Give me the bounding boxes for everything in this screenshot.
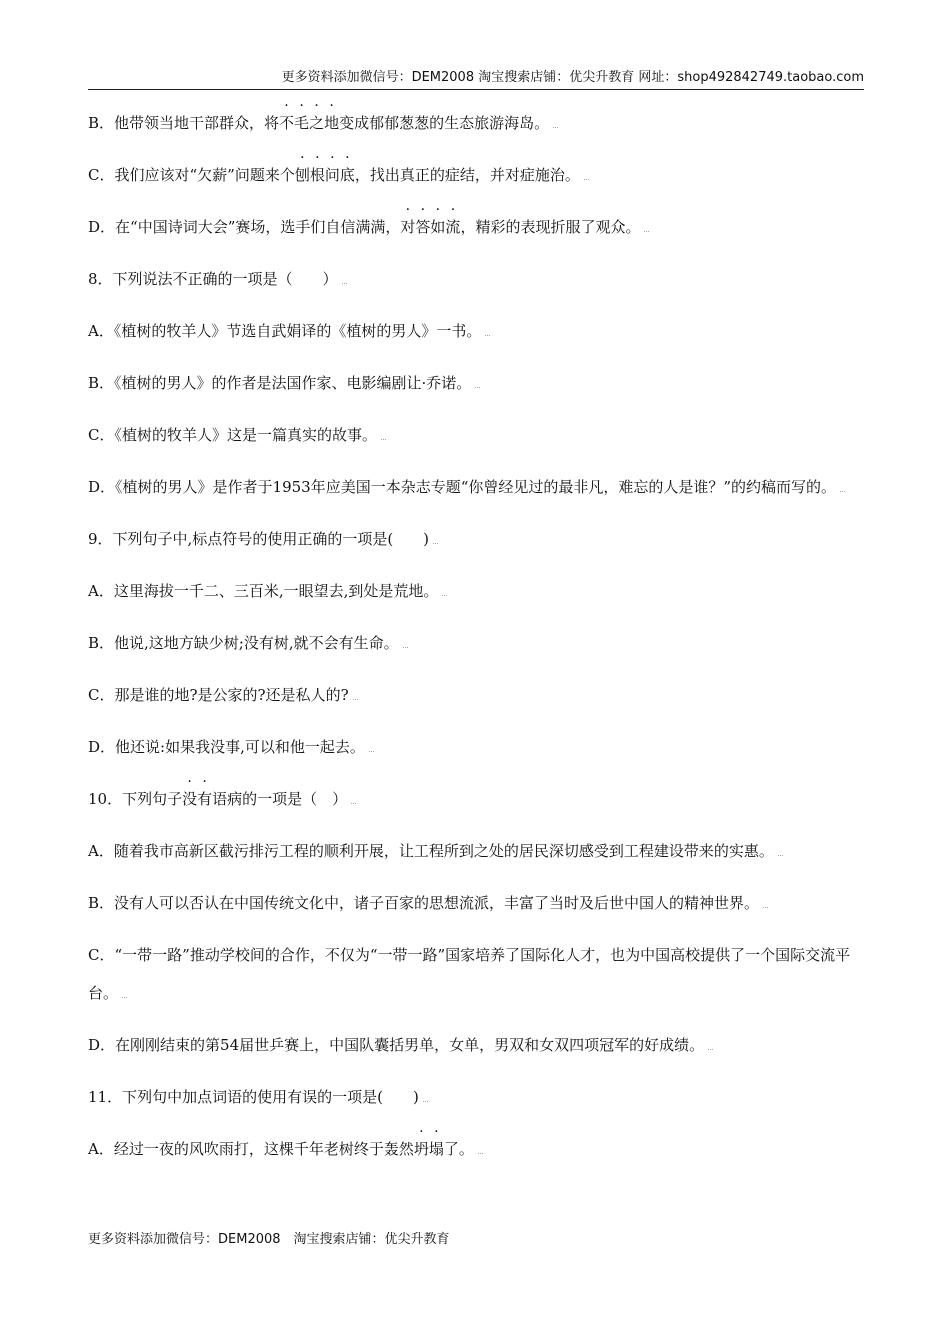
line-text: A．《植树的牧羊人》节选自武娟译的《植树的男人》一书。: [88, 322, 482, 340]
text-line: [88, 572, 864, 610]
line-text: ，找出真正的症结，并对症施治。: [354, 166, 580, 184]
text-line: [88, 520, 864, 558]
paragraph-mark: [478, 1152, 483, 1154]
text-line: [88, 832, 864, 870]
line-text: D．《植树的男人》是作者于1953年应美国一本杂志专题“你曾经见过的最非凡，难忘的人是谁？”的约稿而写的。: [88, 478, 837, 496]
paragraph-mark: [433, 542, 438, 544]
paragraph-mark: [351, 802, 356, 804]
line-text: B．他带领当地干部群众，将: [88, 114, 280, 132]
paragraph-mark: [342, 282, 347, 284]
line-text: 了。: [443, 1140, 474, 1158]
line-text: A．随着我市高新区截污排污工程的顺利开展，让工程所到之处的居民深切感受到工程建设带来的实惠。: [88, 842, 774, 860]
text-line: [88, 364, 864, 402]
paragraph-mark: [122, 996, 127, 998]
text-line: [88, 104, 864, 142]
text-line: [88, 260, 864, 298]
paragraph-mark: [381, 438, 386, 440]
question-content: [88, 104, 864, 1182]
text-line: [88, 156, 864, 194]
text-line: [88, 1078, 864, 1116]
text-line: [88, 208, 864, 246]
paragraph-mark: [485, 334, 490, 336]
paragraph-mark: [553, 126, 558, 128]
text-line: [88, 468, 864, 506]
page-header: 更多资料添加微信号：DEM2008 淘宝搜索店铺：优尖升教育 网址：shop492842749.taobao.com: [88, 66, 864, 90]
paragraph-mark: [840, 490, 845, 492]
paragraph-mark: [475, 386, 480, 388]
text-line: [88, 780, 864, 818]
text-line: [88, 884, 864, 922]
line-text: B．没有人可以否认在中国传统文化中，诸子百家的思想流派，丰富了当时及后世中国人的精神世界。: [88, 894, 760, 912]
text-line: [88, 416, 864, 454]
dotted-emphasis: 坍塌: [413, 1140, 444, 1158]
text-line: [88, 1130, 864, 1168]
text-line: [88, 676, 864, 714]
line-text: C．那是谁的地?是公家的?还是私人的?: [88, 686, 349, 704]
dotted-emphasis: 刨根问底: [294, 166, 355, 184]
line-text: 语病的一项是（ ）: [212, 790, 348, 808]
text-line: [88, 936, 864, 1012]
line-text: 8．下列说法不正确的一项是（ ）: [88, 270, 338, 288]
dotted-emphasis: 不毛之地: [279, 114, 340, 132]
line-text: A．这里海拔一千二、三百米,一眼望去,到处是荒地。: [88, 582, 439, 600]
paragraph-mark: [353, 698, 358, 700]
line-text: B．他说,这地方缺少树;没有树,就不会有生命。: [88, 634, 399, 652]
paragraph-mark: [369, 750, 374, 752]
line-text: C．我们应该对“欠薪”问题来个: [88, 166, 295, 184]
paragraph-mark: [442, 594, 447, 596]
line-text: B．《植树的男人》的作者是法国作家、电影编剧让·乔诺。: [88, 374, 472, 392]
line-text: D．在刚刚结束的第54届世乒赛上，中国队囊括男单，女单，男双和女双四项冠军的好成绩。: [88, 1036, 705, 1054]
line-text: D．他还说:如果我没事,可以和他一起去。: [88, 738, 365, 756]
text-line: [88, 624, 864, 662]
page-footer: 更多资料添加微信号：DEM2008 淘宝搜索店铺：优尖升教育: [88, 1232, 450, 1247]
line-text: 11．下列句中加点词语的使用有误的一项是( ): [88, 1088, 419, 1106]
line-text: D．在“中国诗词大会”赛场，选手们自信满满，: [88, 218, 401, 236]
paragraph-mark: [644, 230, 649, 232]
paragraph-mark: [584, 178, 589, 180]
line-text: 9．下列句子中,标点符号的使用正确的一项是( ): [88, 530, 430, 548]
dotted-emphasis: 对答如流: [400, 218, 461, 236]
paragraph-mark: [778, 854, 783, 856]
text-line: [88, 1026, 864, 1064]
line-text: C．“一带一路”推动学校间的合作，不仅为“一带一路”国家培养了国际化人才，也为中国高校提供了一个国际交流平台。: [88, 946, 851, 1002]
text-line: [88, 728, 864, 766]
paragraph-mark: [763, 906, 768, 908]
dotted-emphasis: 没有: [182, 790, 213, 808]
paragraph-mark: [403, 646, 408, 648]
line-text: C．《植树的牧羊人》这是一篇真实的故事。: [88, 426, 377, 444]
line-text: 变成郁郁葱葱的生态旅游海岛。: [339, 114, 550, 132]
line-text: ，精彩的表现折服了观众。: [460, 218, 641, 236]
paragraph-mark: [423, 1100, 428, 1102]
text-line: [88, 312, 864, 350]
paragraph-mark: [708, 1048, 713, 1050]
line-text: 10．下列句子: [88, 790, 183, 808]
line-text: A．经过一夜的风吹雨打，这棵千年老树终于轰然: [88, 1140, 414, 1158]
